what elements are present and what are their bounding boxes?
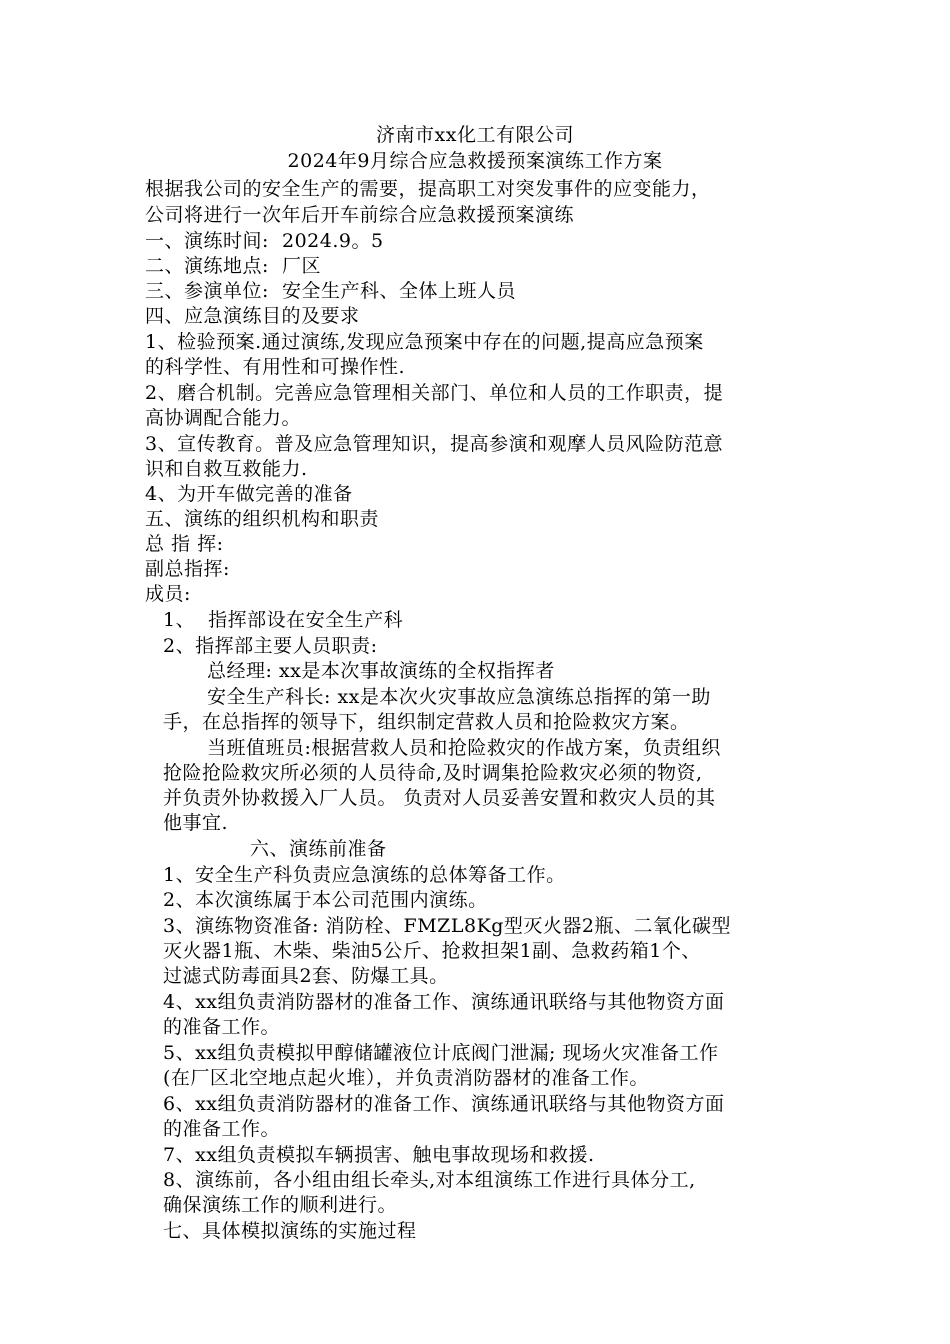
org-commander: 总 指 挥: [145,533,224,555]
section-time: 一、演练时间: 2024.9。5 [145,230,384,252]
org-deputy: 副总指挥: [145,558,230,580]
duty-line: 他事宜. [163,812,229,834]
prep-line: 8、演练前，各小组由组长牵头,对本组演练工作进行具体分工, [163,1169,696,1191]
duty-line: 当班值班员:根据营救人员和抢险救灾的作战方案，负责组织 [207,737,721,759]
org-item: 2、指挥部主要人员职责: [163,635,378,657]
purpose-line: 1、检验预案.通过演练,发现应急预案中存在的问题,提高应急预案 [145,331,704,353]
purpose-line: 的科学性、有用性和可操作性. [145,356,406,378]
org-item: 1、 指挥部设在安全生产科 [163,609,404,631]
purpose-line: 4、为开车做完善的准备 [145,483,353,505]
prep-line: 5、xx组负责模拟甲醇储罐液位计底阀门泄漏; 现场火灾准备工作 [163,1042,719,1064]
purpose-line: 2、磨合机制。完善应急管理相关部门、单位和人员的工作职责，提 [145,382,724,404]
prep-line: 4、xx组负责消防器材的准备工作、演练通讯联络与其他物资方面 [163,991,725,1013]
document-title: 济南市xx化工有限公司 [376,124,574,146]
section-implementation-heading: 七、具体模拟演练的实施过程 [163,1220,417,1242]
document-subtitle: 2024年9月综合应急救援预案演练工作方案 [287,150,663,172]
prep-line: 7、xx组负责模拟车辆损害、触电事故现场和救援. [163,1144,595,1166]
section-organization-heading: 五、演练的组织机构和职责 [145,508,380,530]
section-purpose-heading: 四、应急演练目的及要求 [145,305,360,327]
duty-line: 抢险抢险救灾所必须的人员待命,及时调集抢险救灾必须的物资, [163,762,703,784]
purpose-line: 识和自救互救能力. [145,458,308,480]
purpose-line: 高协调配合能力。 [145,407,302,429]
prep-line: (在厂区北空地点起火堆），并负责消防器材的准备工作。 [163,1067,649,1089]
duty-line: 并负责外协救援入厂人员。 负责对人员妥善安置和救灾人员的其 [163,787,716,809]
duty-line: 手，在总指挥的领导下，组织制定营救人员和抢险救灾方案。 [163,711,690,733]
section-participants: 三、参演单位: 安全生产科、全体上班人员 [145,280,516,302]
intro-line: 公司将进行一次年后开车前综合应急救援预案演练 [145,204,575,226]
prep-line: 2、本次演练属于本公司范围内演练。 [163,889,488,911]
prep-line: 灭火器1瓶、木柴、柴油5公斤、抢救担架1副、急救药箱1个、 [163,940,701,962]
prep-line: 的准备工作。 [163,1118,281,1140]
section-preparation-heading: 六、演练前准备 [250,838,387,860]
intro-line: 根据我公司的安全生产的需要，提高职工对突发事件的应变能力， [145,178,711,200]
prep-line: 的准备工作。 [163,1016,281,1038]
duty-line: 安全生产科长: xx是本次火灾事故应急演练总指挥的第一助 [207,686,711,708]
prep-line: 过滤式防毒面具2套、防爆工具。 [163,965,449,987]
prep-line: 3、演练物资准备: 消防栓、FMZL8Kg型灭火器2瓶、二氧化碳型 [163,915,732,937]
org-members: 成员: [145,583,191,605]
purpose-line: 3、宣传教育。普及应急管理知识，提高参演和观摩人员风险防范意 [145,433,724,455]
prep-line: 1、安全生产科负责应急演练的总体筹备工作。 [163,864,566,886]
section-location: 二、演练地点: 厂区 [145,255,321,277]
prep-line: 确保演练工作的顺利进行。 [163,1194,398,1216]
duty-line: 总经理: xx是本次事故演练的全权指挥者 [207,660,555,682]
prep-line: 6、xx组负责消防器材的准备工作、演练通讯联络与其他物资方面 [163,1093,725,1115]
